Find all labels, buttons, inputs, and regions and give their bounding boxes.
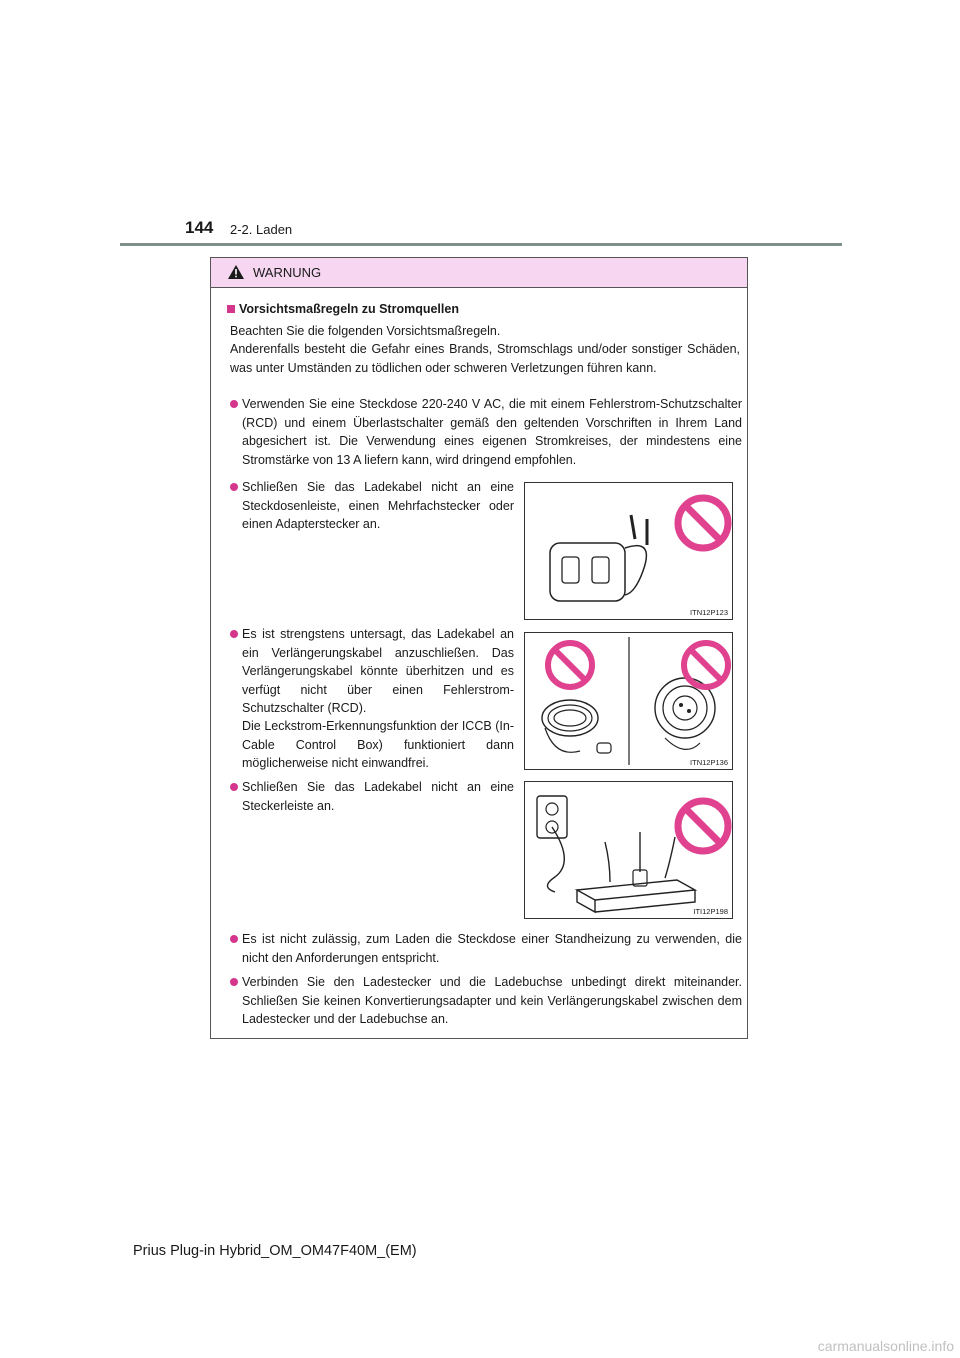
bullet-extension-cable: Es ist strengstens untersagt, das Ladekabel an ein Verlängerungskabel anzuschließen. Das Verlängerungskabel könnte überhitzen und es verfügt nicht über einen Fehlerstrom-Schutzschalter (RCD).	[242, 627, 514, 715]
section-title: 2-2. Laden	[230, 222, 293, 237]
bullet-dot-icon	[230, 783, 238, 791]
header-rule	[120, 243, 842, 246]
extension-cable-icon	[525, 633, 732, 769]
bullet-adapter: Schließen Sie das Ladekabel nicht an eine Steckdosenleiste, einen Mehrfachstecker oder einen Adapterstecker an.	[242, 480, 514, 531]
intro-paragraph: Anderenfalls besteht die Gefahr eines Brands, Stromschlags und/oder sonstiger Schäden, was unter Umständen zu tödlichen oder schweren Verletzungen führen kann.	[230, 342, 740, 375]
watermark: carmanualsonline.info	[817, 1338, 954, 1354]
figure-code: ITN12P123	[690, 608, 728, 617]
warning-box	[210, 257, 748, 1039]
bullet-power-strip: Schließen Sie das Ladekabel nicht an eine Steckerleiste an.	[242, 780, 514, 813]
bullet-direct-connection: Verbinden Sie den Ladestecker und die Ladebuchse unbedingt direkt miteinander. Schließen Sie keinen Konvertierungsadapter und kein Verlängerungskabel zwischen dem Ladestecker und der Ladebuchse an.	[242, 975, 742, 1026]
bullet-dot-icon	[230, 935, 238, 943]
bullet-dot-icon	[230, 978, 238, 986]
bullet-dot-icon	[230, 400, 238, 408]
figure-code: ITN12P136	[690, 758, 728, 767]
bullet-dot-icon	[230, 630, 238, 638]
bullet-block-heater: Es ist nicht zulässig, zum Laden die Steckdose einer Standheizung zu verwenden, die nicht den Anforderungen entspricht.	[242, 932, 742, 965]
document-id: Prius Plug-in Hybrid_OM_OM47F40M_(EM)	[133, 1243, 417, 1259]
warning-header	[211, 258, 747, 288]
square-bullet-icon	[227, 305, 235, 313]
warning-triangle-icon	[227, 264, 245, 285]
warning-subheading: Vorsichtsmaßregeln zu Stromquellen	[239, 302, 459, 316]
page-number: 144	[185, 218, 214, 237]
power-strip-icon	[525, 782, 732, 918]
bullet-dot-icon	[230, 483, 238, 491]
figure-code: ITI12P198	[693, 907, 728, 916]
warning-title: WARNUNG	[253, 265, 322, 280]
figure-adapter-plug	[524, 482, 733, 620]
adapter-plug-icon	[525, 483, 732, 619]
figure-extension-cable	[524, 632, 733, 770]
intro-line: Beachten Sie die folgenden Vorsichtsmaßregeln.	[230, 324, 501, 338]
bullet-power-source: Verwenden Sie eine Steckdose 220-240 V AC, die mit einem Fehlerstrom-Schutzschalter (RCD) und einem Überlastschalter gemäß den geltenden Vorschriften in Ihrem Land abgesichert ist. Die Verwendung eines eigenen Stromkreises, der mindestens eine Stromstärke von 13 A liefern kann, wird dringend empfohlen.	[242, 397, 742, 467]
figure-power-strip	[524, 781, 733, 919]
bullet-extension-note: Die Leckstrom-Erkennungsfunktion der ICCB (In-Cable Control Box) funktioniert dann möglicherweise nicht einwandfrei.	[242, 719, 514, 770]
